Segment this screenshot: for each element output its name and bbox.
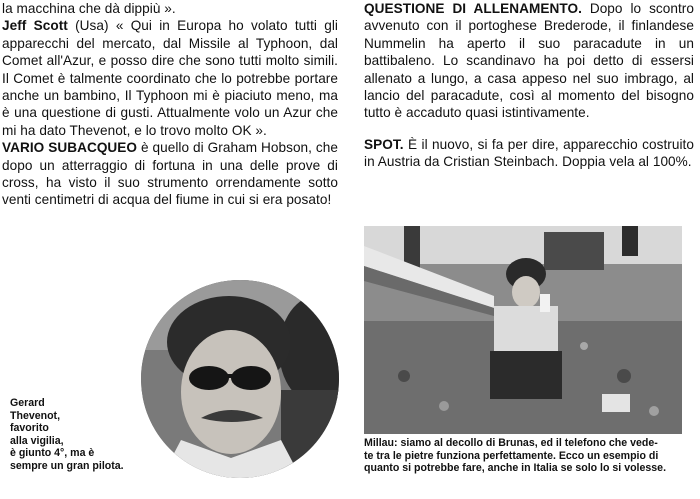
photo-caption-right	[364, 437, 694, 475]
questione-paragraph	[364, 0, 694, 122]
vario-subacqueo-heading: VARIO SUBACQUEO	[2, 140, 138, 156]
questione-text: Dopo lo scontro avvenuto con il portoghese Brederode, il finlandese Nummelin ha aperto il suo paracadute in un battibaleno. Lo scandinavo ha poi detto di essersi allenato a lungo, a casa appeso nel suo imbrago, al lancio del paracadute, così al momento del bisogno tutto è accaduto quasi istintivamente.	[364, 1, 694, 121]
caption-left-line: favorito	[10, 422, 49, 435]
right-column	[364, 0, 694, 171]
jeff-scott-paragraph	[2, 17, 338, 139]
caption-right-line: quanto si potrebbe fare, anche in Italia se solo lo si volesse.	[364, 462, 667, 475]
jeff-scott-heading: Jeff Scott	[2, 18, 68, 34]
jeff-scott-text: (Usa) « Qui in Europa ho volato tutti gli apparecchi del mercato, dal Missile al Typhoon, dal Comet all'Azur, e posso dire che sono tutti molto simili. Il Comet è talmente coordinato che lo potrebbe portare anche un bambino, Il Typhoon mi è piaciuto meno, ma è una questione di gusti. Attualmente volo un Azur che mi ha dato Thevenot, e lo trovo molto OK ».	[2, 18, 338, 138]
vario-subacqueo-paragraph	[2, 139, 338, 209]
intro-line: la macchina che dà dippiù ».	[2, 1, 176, 16]
caption-left-line: sempre un gran pilota.	[10, 459, 124, 472]
pilot-portrait-photo	[141, 280, 339, 478]
caption-right-line: Millau: siamo al decollo di Brunas, ed il telefono che vede-	[364, 437, 658, 449]
vario-subacqueo-text: è quello di Graham Hobson, che dopo un atterraggio di fortuna in una delle prove di cross, ha visto il suo strumento orrendamente sotto venti centimetri di acqua del fiume in cui si era posato!	[2, 140, 338, 208]
caption-left-line: è giunto 4°, ma è	[10, 447, 95, 460]
millau-field-photo	[364, 226, 682, 434]
caption-left-line: alla vigilia,	[10, 434, 64, 447]
photo-caption-left	[10, 397, 140, 473]
left-column	[2, 0, 338, 209]
questione-heading: QUESTIONE DI ALLENAMENTO.	[364, 1, 582, 16]
spot-paragraph	[364, 136, 694, 171]
caption-left-line: Gerard	[10, 397, 45, 409]
spot-heading: SPOT.	[364, 136, 404, 152]
spot-text: È il nuovo, si fa per dire, apparecchio costruito in Austria da Cristian Steinbach. Doppia vela al 100%.	[364, 136, 694, 170]
caption-left-line: Thevenot,	[10, 409, 61, 422]
caption-right-line: te tra le pietre funziona perfettamente. Ecco un esempio di	[364, 449, 659, 462]
